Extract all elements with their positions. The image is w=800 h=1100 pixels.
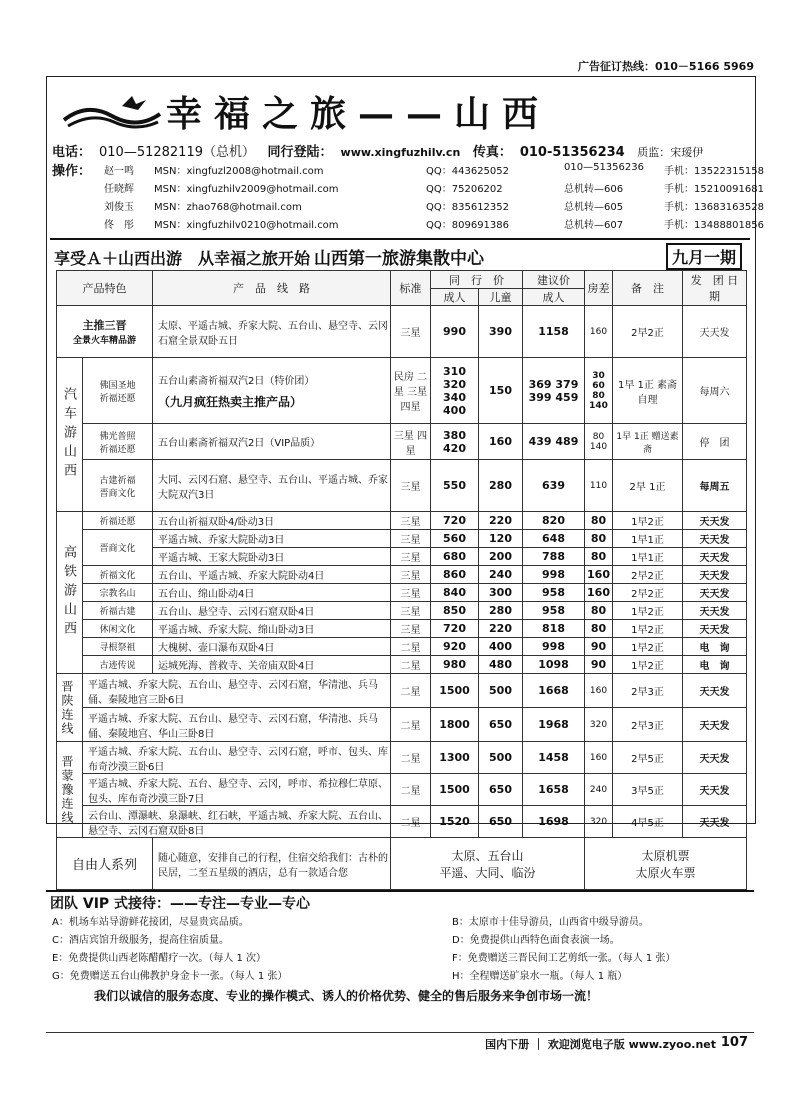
list-item: E：免费提供山西老陈醋醋疗一次。（每人 1 次） (52, 953, 267, 964)
table-row: 汽车游山西 佛国圣地 祈福还愿 五台山素斋祈福双汽2日（特价团） （九月疯狂热卖主推产品） 民房 二星 三星 四星 310 320 340 400 150 369 379 399 459 30 60 80 140 1早 1正 素斋自理 每周六 (57, 358, 747, 424)
free-travel-row: 自由人系列 随心随意，安排自己的行程，住宿交给我们：古朴的民居，二至五星级的酒店，总有一款适合您 太原、五台山 平遥、大同、临汾 太原机票 太原火车票 (57, 838, 747, 890)
footer-text: 国内下册 ｜ 欢迎浏览电子版 www.zyoo.net (485, 1038, 716, 1051)
list-item: C：酒店宾馆升级服务，提高住宿质量。 (52, 935, 229, 946)
website-link[interactable]: www.xingfuzhilv.cn (340, 146, 461, 159)
group-rail: 高铁游山西 (61, 545, 76, 640)
table-row: 晋蒙豫连线 平遥古城、乔家大院、五台山、悬空寺、云冈石窟，呼市、包头、库布奇沙漠三卧6日 二星 1300 500 1458 160 2早5正 天天发 (57, 742, 747, 774)
list-item: D：免费提供山西特色面食表演一场。 (452, 935, 620, 946)
group-car: 汽车游山西 (61, 387, 76, 482)
vip-divider (46, 890, 754, 892)
login-label: 同行登陆： (267, 145, 333, 160)
promo-banner (50, 238, 750, 268)
table-row: 晋陕连线 平遥古城、乔家大院、五台山、悬空寺、云冈石窟，华清池、兵马俑、秦陵地宫三卧6日 二星 1500 500 1668 160 2早3正 天天发 (57, 674, 747, 708)
operator-row: 任晓辉 MSN：xingfuzhilv2009@hotmail.com QQ：75206202 总机转—606 手机：15210091681 (104, 184, 764, 195)
operators-label: 操作： (52, 164, 92, 179)
page-number: 107 (720, 1035, 748, 1050)
table-row: 平遥古城、乔家大院、五台、悬空寺、云冈，呼市、希拉穆仁草原、包头、库布奇沙漠三卧7日 二星 1500 650 1658 240 3早5正 天天发 (57, 774, 747, 806)
logo-swirl-icon (62, 92, 162, 132)
list-item: H：全程赠送矿泉水一瓶。（每人 1 瓶） (452, 971, 628, 982)
vip-title: 团队 VIP 式接待：——专注—专业—专心 (50, 896, 311, 912)
banner-center: 山西第一旅游集散中心 (314, 249, 484, 269)
table-row: 祈福古建 五台山、悬空寺、云冈石窟双卧4日 三星 850 280 958 80 1早2正 天天发 (57, 602, 747, 620)
brand-title: 幸福之旅——山西 (166, 93, 551, 135)
list-item: F：免费赠送三晋民间工艺剪纸一张。（每人 1 张） (452, 953, 676, 964)
table-row: 主推三晋 全景火车精品游 太原、平遥古城、乔家大院、五台山、悬空寺、云冈石窟全景双卧五日 三星 990 390 1158 160 2早2正 天天发 (57, 306, 747, 358)
phone-number: 010—51282119（总机） (99, 145, 255, 160)
operator-row: 佟 彤 MSN：xingfuzhilv0210@hotmail.com QQ：809691386 总机转—607 手机：13488801856 (104, 220, 764, 231)
table-row: 休闲文化 平遥古城、乔家大院、绵山卧动3日 三星 720 220 818 80 1早2正 天天发 (57, 620, 747, 638)
table-row: 古建祈福 晋商文化 大同、云冈石窟、悬空寺、五台山、平遥古城、乔家大院双汽3日 三星 550 280 639 110 2早 1正 每周五 (57, 460, 747, 512)
issue-badge: 九月一期 (666, 243, 742, 270)
table-row: 云台山、潭瀑峡、泉瀑峡、红石峡，平遥古城、乔家大院、五台山、悬空寺、云冈石窟双卧8日 二星 1520 650 1698 320 4早5正 天天发 (57, 806, 747, 838)
list-item: B：太原市十佳导游员，山西省中级导游员。 (452, 917, 649, 928)
group-jinshan: 晋陕连线 (60, 679, 74, 736)
list-item: G：免费赠送五台山佛教护身金卡一张。（每人 1 张） (52, 971, 288, 982)
list-item: A：机场车站导游鲜花接团，尽显贵宾品质。 (52, 917, 249, 928)
table-row: 晋商文化 平遥古城、乔家大院卧动3日 三星 560 120 648 80 1早1正 天天发 (57, 530, 747, 548)
table-row: 高铁游山西 祈福还愿 五台山祈福双卧4/卧动3日 三星 720 220 820 80 1早2正 天天发 (57, 512, 747, 530)
quality-supervisor: 质监：宋瑷伊 (637, 146, 704, 159)
operator-row: 刘俊玉 MSN：zhao768@hotmail.com QQ：835612352 总机转—605 手机：13683163528 (104, 202, 764, 213)
ad-hotline: 广告征订热线：010－5166 5969 (577, 60, 754, 73)
group-jinmeng: 晋蒙豫连线 (60, 754, 74, 825)
table-row: 古迹传说 运城死海、普救寺、关帝庙双卧4日 二星 980 480 1098 90 1早2正 电 询 (57, 656, 747, 674)
table-row: 宗教名山 五台山、绵山卧动4日 三星 840 300 958 160 2早2正 天天发 (57, 584, 747, 602)
table-header-row: 产品特色 产 品 线 路 标准 同 行 价 建议价 房差 备 注 发 团 日 期 (57, 271, 747, 289)
table-header-row: 成人 儿童 成人 (57, 289, 747, 306)
brand-header (56, 84, 746, 138)
price-table (56, 270, 750, 890)
fax-label: 传真： (472, 145, 512, 160)
phone-label: 电话： (52, 145, 92, 160)
table-row: 平遥古城、王家大院卧动3日 三星 680 200 788 80 1早1正 天天发 (57, 548, 747, 566)
operator-row: 赵一鸣 MSN：xingfuzl2008@hotmail.com QQ：443625052 010—51356236 手机：13522315158 (104, 162, 764, 177)
banner-slogan: 享受Ａ＋山西出游 从幸福之旅开始 (54, 249, 311, 268)
fax-number: 010-51356234 (519, 145, 625, 160)
table-row: 寻根祭祖 大槐树、壶口瀑布双卧4日 二星 920 400 998 90 1早2正 电 询 (57, 638, 747, 656)
table-row: 平遥古城、乔家大院、五台山、悬空寺、云冈石窟，华清池、兵马俑、秦陵地宫、华山三卧8日 二星 1800 650 1968 320 2早3正 天天发 (57, 708, 747, 742)
footer-rule (46, 1032, 754, 1033)
closing-slogan: 我们以诚信的服务态度、专业的操作模式、诱人的价格优势、健全的售后服务来争创市场一流！ (94, 989, 599, 1003)
table-row: 祈福文化 五台山、平遥古城、乔家大院卧动4日 三星 860 240 998 160 2早2正 天天发 (57, 566, 747, 584)
contact-line (52, 141, 752, 160)
table-row: 佛光普照 祈福还愿 五台山素斋祈福双汽2日（VIP品质） 三星 四星 380 420 160 439 489 80 140 1早 1正 赠送素斋 停 团 (57, 424, 747, 460)
